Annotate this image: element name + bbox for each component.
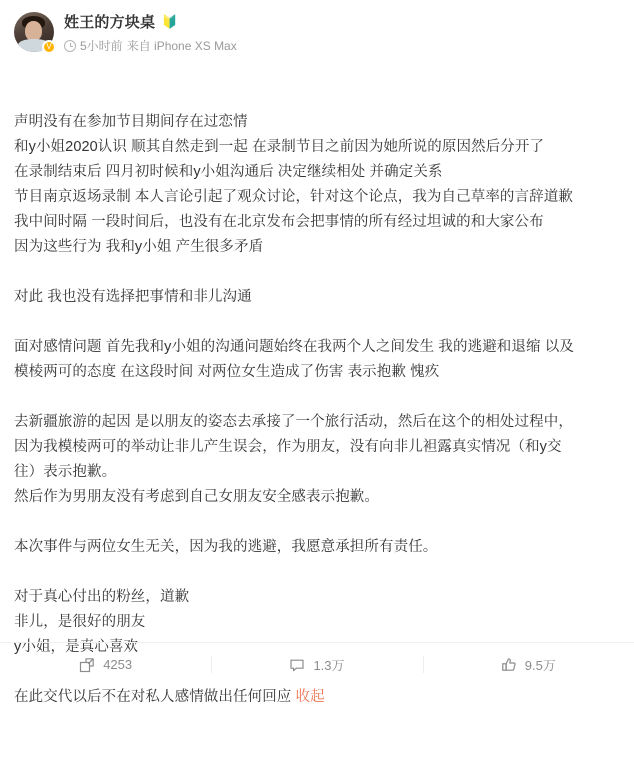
post-text-line: 因为这些行为 我和y小姐 产生很多矛盾: [14, 239, 264, 255]
avatar[interactable]: [14, 12, 54, 52]
post-text-blank-line: [14, 260, 620, 285]
post-text-line: 去新疆旅游的起因 是以朋友的姿态去承接了一个旅行活动，然后在这个的相处过程中，: [14, 414, 573, 430]
post-text-line: 往）表示抱歉。: [14, 464, 117, 480]
post-time: 5小时前: [80, 39, 123, 53]
thumbs-up-icon: [501, 657, 517, 673]
post-text-blank-line: [14, 385, 620, 410]
comment-button[interactable]: [211, 643, 422, 686]
post-text-blank-line: [14, 510, 620, 535]
post-text-line: 模棱两可的态度 在这段时间 对两位女生造成了伤害 表示抱歉 愧疚: [14, 364, 440, 380]
repost-button[interactable]: [0, 643, 211, 686]
post-text-line: 面对感情问题 首先我和y小姐的沟通问题始终在我两个人之间发生 我的逃避和退缩 以及: [14, 339, 574, 355]
author-row: [64, 11, 620, 32]
comment-count: 1.3万: [313, 658, 345, 673]
avatar-face: [25, 21, 42, 41]
post-text-line: 在此交代以后不在对私人感情做出任何回应 收起: [14, 689, 325, 705]
post-text-line: 因为我模棱两可的举动让非儿产生误会，作为朋友，没有向非儿袒露真实情况（和y交: [14, 439, 562, 455]
post-text-line: 在录制结束后 四月初时候和y小姐沟通后 决定继续相处 并确定关系: [14, 164, 443, 180]
clock-icon: [64, 40, 76, 52]
post-source: 来自 iPhone XS Max: [126, 39, 237, 53]
post-meta: [64, 37, 620, 54]
post-text-blank-line: [14, 560, 620, 585]
author-name[interactable]: 姓王的方块桌: [64, 14, 156, 31]
post-text-line: 然后作为男朋友没有考虑到自己女朋友安全感表示抱歉。: [14, 489, 379, 505]
post-text-blank-line: [14, 310, 620, 335]
post-header-main: [64, 10, 620, 54]
post-text-line: 本次事件与两位女生无关，因为我的逃避，我愿意承担所有责任。: [14, 539, 438, 555]
repost-icon: [79, 657, 95, 673]
post-text-line: 对此 我也没有选择把事情和非儿沟通: [14, 289, 252, 305]
repost-count: 4253: [103, 657, 133, 672]
post-text-line: 对于真心付出的粉丝，道歉: [14, 589, 190, 605]
post-text-line: 节目南京返场录制 本人言论引起了观众讨论，针对这个论点，我为自己草率的言辞道歉: [14, 189, 573, 205]
comment-icon: [289, 657, 305, 673]
like-button[interactable]: [423, 643, 634, 686]
like-count: 9.5万: [524, 658, 556, 673]
post-text-line: 我中间时隔 一段时间后，也没有在北京发布会把事情的所有经过坦诚的和大家公布: [14, 214, 544, 230]
post-text-line: 和y小姐2020认识 顺其自然走到一起 在录制节目之前因为她所说的原因然后分开了: [14, 139, 545, 155]
verified-badge-icon: V: [42, 40, 56, 54]
post-text-line: 声明没有在参加节目期间存在过恋情: [14, 114, 248, 130]
collapse-link[interactable]: 收起: [295, 689, 325, 705]
member-badge-icon: 🔰: [161, 14, 178, 29]
post-header: [14, 10, 620, 54]
post-text-body: [14, 110, 620, 710]
post-action-bar: [0, 642, 634, 686]
post-text-line: y小姐，是真心喜欢: [14, 639, 139, 655]
post-text-line: 非儿，是很好的朋友: [14, 614, 146, 630]
